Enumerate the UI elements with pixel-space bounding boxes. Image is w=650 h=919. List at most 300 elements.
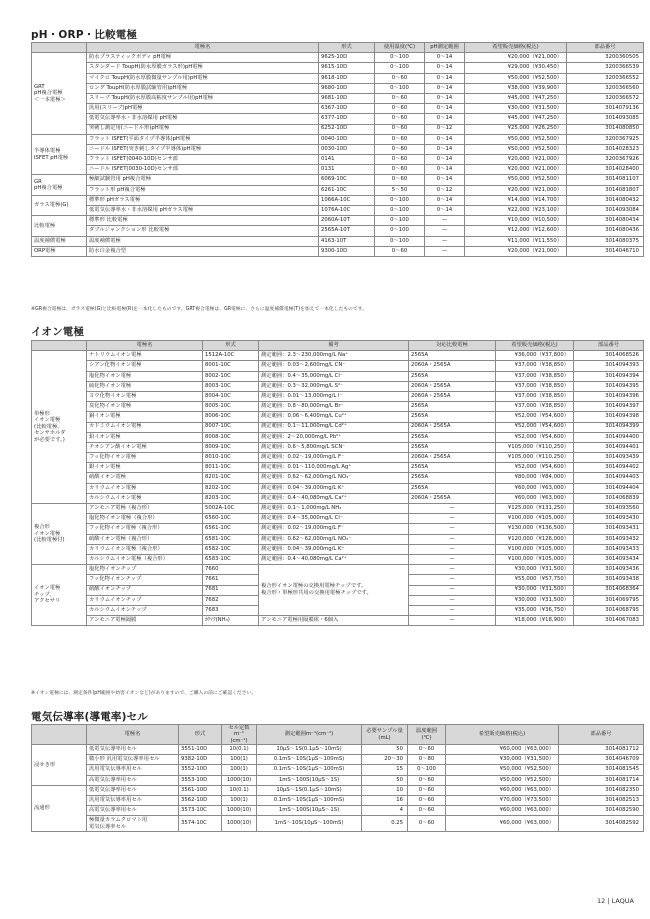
table-cell: 塩化物イオン電極（複合形） (87, 514, 203, 524)
table-cell: 3014082513 (559, 795, 644, 805)
table-cell: ¥52,000（¥54,600） (496, 412, 574, 422)
table-cell: 0〜100 (375, 226, 425, 236)
table-row (32, 144, 644, 154)
table-cell: 3014094399 (574, 422, 644, 432)
table-cell: ヨウ化物イオン電極 (87, 391, 203, 401)
table-cell: 0〜14 (425, 93, 465, 103)
table-cell: 3014046709 (559, 755, 644, 765)
table-row (32, 463, 644, 473)
table-cell: 測定範囲：0.1〜1,000mg/L NH₃ (259, 504, 409, 514)
table-cell: 3200366572 (567, 93, 644, 103)
table-cell: チオシアン酸イオン電極 (87, 442, 203, 452)
table-cell: 2565A (409, 432, 496, 442)
table-cell: ¥20,000（¥21,000） (465, 155, 567, 165)
table-cell: 3014080850 (567, 124, 644, 134)
table-cell: ¥60,000（¥63,000） (496, 483, 574, 493)
table-cell: 3014094397 (574, 402, 644, 412)
table-row (32, 83, 644, 93)
section-title-ph-orp: pH・ORP・比較電極 (31, 29, 138, 41)
table-cell: スリーブ ToupH(防水厚膜高粘度サンプル用)pH電極 (87, 93, 319, 103)
table-cell: 1mS〜100S(10μS〜1S) (257, 775, 362, 785)
table-cell: ナトリウムイオン電極 (87, 351, 203, 361)
table-cell: — (409, 565, 496, 575)
table-cell: 1000(10) (222, 806, 257, 816)
table-cell: ¥37,000（¥38,850） (496, 381, 574, 391)
table-row (32, 402, 644, 412)
table-cell: 0〜14 (425, 195, 465, 205)
table-cell: マイクロ ToupH(防水厚膜微量サンプル用)pH電極 (87, 73, 319, 83)
table-row (32, 195, 644, 205)
column-header: 形式 (319, 43, 375, 53)
table-cell: 0〜14 (425, 53, 465, 63)
table-cell: — (409, 524, 496, 534)
table-cell: 0〜60 (408, 745, 446, 755)
section-title-ion: イオン電極 (31, 326, 85, 338)
table-row (32, 765, 644, 775)
table-row (32, 775, 644, 785)
table-cell: ¥30,000（¥31,500） (465, 104, 567, 114)
table-cell: 1000(10) (222, 775, 257, 785)
table-cell: 硝酸イオンチップ (87, 585, 203, 595)
table-cell: 測定範囲：0.62〜62,000mg/L NO₃⁻ (259, 473, 409, 483)
table-cell: ¥30,000（¥31,500） (496, 565, 574, 575)
table-cell: 6583-10C (203, 554, 259, 564)
table-cell: 100(1) (222, 765, 257, 775)
table-cell: 3014093084 (567, 206, 644, 216)
table-cell: 2565A (409, 463, 496, 473)
table-row (32, 236, 644, 246)
table-row (32, 795, 644, 805)
table-cell: 3014081107 (567, 175, 644, 185)
table-cell: 0040-10D (319, 134, 375, 144)
column-header: 形式 (179, 725, 222, 745)
table-cell: 極微量カラムクロマト用 電気伝導率セル (87, 816, 179, 832)
table-cell: 複合形イオン電極の交換用電極チップです。 複合形・単極形共用の交換用電極チップです。 (259, 565, 409, 616)
table-cell: アンモニア電極用隔膜組・6個入 (259, 616, 409, 626)
table-cell: 1mS〜100S(10μS〜1S) (257, 806, 362, 816)
table-row (32, 453, 644, 463)
table-cell: 測定範囲：0.02〜19,000mg/L F⁻ (259, 453, 409, 463)
table-cell: 3553-10D (179, 775, 222, 785)
table-cell: 3014082590 (559, 806, 644, 816)
footnote-ion: ※イオン電極には、測定条件(pH範囲や妨害イオンなど)がありますので、ご購入の前にご確認ください。 (31, 691, 257, 696)
table-row (32, 504, 644, 514)
table-cell: 3014093085 (567, 114, 644, 124)
table-cell: 0〜100 (375, 195, 425, 205)
table-cell: 8202-10C (203, 483, 259, 493)
table-cell: 標準形 pHガラス電極 (87, 195, 319, 205)
table-cell: 50 (362, 775, 408, 785)
group-label: 単極形 イオン電極 (比較電極、 センサホルダ が必要です。) (32, 351, 87, 504)
table-cell: 0131 (319, 165, 375, 175)
table-cell: ¥30,000（¥31,500） (446, 755, 559, 765)
table-cell: アンモニア電極隔膜 (87, 616, 203, 626)
table-cell: ¥35,000（¥36,750） (496, 605, 574, 615)
table-cell: 測定範囲：0.6〜5,800mg/L SCN⁻ (259, 442, 409, 452)
table-cell: 2565A (409, 371, 496, 381)
group-label: 半導体電極 ISFET pH電極 (32, 134, 87, 175)
table-cell: 0〜100 (375, 63, 425, 73)
table-cell: — (425, 226, 465, 236)
table-row (32, 381, 644, 391)
table-cell: ¥30,000（¥31,500） (496, 585, 574, 595)
table-row (32, 104, 644, 114)
table-cell: 6069-10C (319, 175, 375, 185)
table-cell: 銀イオン電極 (87, 463, 203, 473)
table-cell: 3014079136 (567, 104, 644, 114)
table-cell: 突刺し測定用(ニードル形)pH電極 (87, 124, 319, 134)
table-cell: 0〜14 (425, 114, 465, 124)
table-cell: 測定範囲：0.02〜19,000mg/L F⁻ (259, 524, 409, 534)
table-cell: ¥50,000（¥52,500） (446, 775, 559, 785)
column-header: 温度範囲 (℃) (408, 725, 446, 745)
table-cell: 塩化物イオン電極 (87, 371, 203, 381)
table-cell: ¥45,000（¥47,250） (465, 93, 567, 103)
column-header (32, 725, 87, 745)
table-cell: 0〜60 (375, 155, 425, 165)
table-cell: ¥52,000（¥54,600） (496, 463, 574, 473)
table-cell: 0〜14 (425, 134, 465, 144)
table-cell: 0〜100 (408, 765, 446, 775)
table-cell: ¥100,000（¥105,000） (496, 544, 574, 554)
table-cell: ロング ToupH(防水厚膜試験管用)pH電極 (87, 83, 319, 93)
table-cell: 15 (362, 765, 408, 775)
table-cell: 測定範囲：0.3〜32,000mg/L S²⁻ (259, 381, 409, 391)
table-cell: 0〜14 (425, 104, 465, 114)
table-row (32, 806, 644, 816)
table-row (32, 175, 644, 185)
table-cell: 2060A・2565A (409, 493, 496, 503)
table-cell: 2565A (409, 473, 496, 483)
table-cell: 0〜60 (408, 816, 446, 832)
table-cell: 3014068364 (574, 585, 644, 595)
table-cell: 8201-10C (203, 473, 259, 483)
table-cell: ¥60,000（¥63,000） (496, 493, 574, 503)
table-cell: ¥100,000（¥105,000） (496, 514, 574, 524)
table-cell: 1512A-10C (203, 351, 259, 361)
table-cell: 20〜30 (362, 755, 408, 765)
table-cell: 高電気伝導率用セル (87, 806, 179, 816)
table-row (32, 432, 644, 442)
table-cell: カリウムイオンチップ (87, 595, 203, 605)
table-cell: 3014094398 (574, 412, 644, 422)
table-cell: 高電気伝導率用セル (87, 775, 179, 785)
group-label: 比較電極 (32, 216, 87, 236)
table-cell: 100(1) (222, 795, 257, 805)
table-cell: 2060A-10T (319, 216, 375, 226)
table-cell: 10μS〜1S(0.1μS〜10mS) (257, 785, 362, 795)
table-row (32, 165, 644, 175)
table-cell: 3551-10D (179, 745, 222, 755)
table-cell: ¥37,000（¥38,850） (496, 361, 574, 371)
table-cell: 3014094400 (574, 432, 644, 442)
table-cell: 0〜60 (375, 246, 425, 256)
table-cell: 8007-10C (203, 422, 259, 432)
table-cell: 鉛イオン電極 (87, 432, 203, 442)
table-cell: ¥120,000（¥126,000） (496, 534, 574, 544)
table-cell: ¥37,000（¥38,850） (496, 371, 574, 381)
column-header: 希望販売価格(税込) (496, 341, 574, 351)
table-cell: 0〜80 (408, 755, 446, 765)
table-cell: スタンダード ToupH(防水厚膜ガラス形)pH電極 (87, 63, 319, 73)
table-row (32, 206, 644, 216)
table-cell: ¥52,000（¥54,600） (496, 432, 574, 442)
table-cell: ¥60,000（¥63,000） (446, 816, 559, 832)
table-cell: 微小形 汎用電気伝導率用セル (87, 755, 179, 765)
table-row (32, 442, 644, 452)
table-cell: フラット ISFET(平面タイプ半導体)pH電極 (87, 134, 319, 144)
table-cell: 銅イオン電極 (87, 412, 203, 422)
table-cell: 低電気伝導率水・非水溶媒用 pHガラス電極 (87, 206, 319, 216)
table-row (32, 483, 644, 493)
table-cell: ¥100,000（¥105,000） (496, 554, 574, 564)
table-cell: 50 (362, 745, 408, 755)
table-cell: 低電気伝導率用セル (87, 785, 179, 795)
table-cell: 0〜60 (408, 775, 446, 785)
table-cell: 3014093434 (574, 554, 644, 564)
table-cell: 汎用(スリーブ)pH電極 (87, 104, 319, 114)
table-cell: 3014093560 (574, 504, 644, 514)
table-cell: 6582-10C (203, 544, 259, 554)
table-cell: ¥29,000（¥30,450） (465, 63, 567, 73)
table-cell: 2060A・2565A (409, 422, 496, 432)
table-row (32, 361, 644, 371)
table-cell: 3014093431 (574, 524, 644, 534)
table-row (32, 534, 644, 544)
conductivity-cell-table (31, 724, 644, 832)
table-cell: 測定範囲：0.62〜62,000mg/L NO₃⁻ (259, 534, 409, 544)
table-row (32, 493, 644, 503)
table-cell: アンモニア電極（複合形） (87, 504, 203, 514)
table-cell: ¥50,000（¥52,500） (446, 765, 559, 775)
column-header: 部品番号 (559, 725, 644, 745)
group-label: 流通形 (32, 785, 87, 832)
table-cell: ¥18,000（¥18,900） (496, 616, 574, 626)
table-cell: 2565A-10T (319, 226, 375, 236)
table-cell: 3014093439 (574, 453, 644, 463)
table-cell: 2060A・2565A (409, 391, 496, 401)
ph-orp-table (31, 42, 644, 257)
table-cell: ¥38,000（¥39,900） (465, 83, 567, 93)
table-cell: 2565A (409, 402, 496, 412)
table-cell: 測定範囲：0.01〜13,000mg/L I⁻ (259, 391, 409, 401)
table-cell: 100(1) (222, 755, 257, 765)
table-cell: 2565A (409, 483, 496, 493)
group-label: GR pH複合電極 (32, 175, 87, 195)
table-row (32, 745, 644, 755)
table-cell: — (425, 216, 465, 226)
table-row (32, 226, 644, 236)
table-row (32, 124, 644, 134)
column-header: 必要サンプル量(mL) (362, 725, 408, 745)
column-header: 部品番号 (574, 341, 644, 351)
table-cell: 6367-10D (319, 104, 375, 114)
table-cell: 7681 (203, 585, 259, 595)
table-cell: シアン化物イオン電極 (87, 361, 203, 371)
table-cell: 0〜60 (375, 114, 425, 124)
column-header: 希望販売価格(税込) (465, 43, 567, 53)
table-cell: 測定範囲：0.4〜40,080mg/L Ca²⁺ (259, 493, 409, 503)
table-cell: 9382-10D (179, 755, 222, 765)
table-cell: 3014080436 (567, 226, 644, 236)
column-header: pH測定範囲 (425, 43, 465, 53)
table-cell: 2060A・2565A (409, 453, 496, 463)
table-cell: 3014093432 (574, 534, 644, 544)
table-cell: 9300-10D (319, 246, 375, 256)
table-cell: 7682 (203, 595, 259, 605)
table-cell: カドミウムイオン電極 (87, 422, 203, 432)
table-row (32, 391, 644, 401)
column-header: セル定数m⁻¹ (cm⁻¹) (222, 725, 257, 745)
table-cell: 3562-10D (179, 795, 222, 805)
table-cell: 0〜60 (408, 806, 446, 816)
column-header: 希望販売価格(税込) (446, 725, 559, 745)
table-cell: カリウムイオン電極 (87, 483, 203, 493)
table-cell: ¥105,000（¥110,250） (496, 453, 574, 463)
table-cell: 2060A・2565A (409, 361, 496, 371)
table-cell: 0.25 (362, 816, 408, 832)
section-title-conductivity: 電気伝導率(導電率)セル (31, 711, 148, 723)
table-cell: — (409, 514, 496, 524)
table-cell: 7661 (203, 575, 259, 585)
table-cell: 0141 (319, 155, 375, 165)
table-cell: ¥60,000（¥63,000） (446, 785, 559, 795)
table-cell: ¥36,000（¥37,800） (496, 351, 574, 361)
table-cell: 6252-10D (319, 124, 375, 134)
table-cell: 3200366560 (567, 83, 644, 93)
table-cell: 3200366552 (567, 73, 644, 83)
table-cell: 0〜60 (408, 785, 446, 795)
column-header: 形式 (203, 341, 259, 351)
table-cell: 8011-10C (203, 463, 259, 473)
table-cell: 2565A (409, 412, 496, 422)
table-cell: 3552-10D (179, 765, 222, 775)
table-cell: 9625-10D (319, 53, 375, 63)
table-cell: ¥10,000（¥10,500） (465, 216, 567, 226)
page-footer: 12 | LAQUA (596, 897, 634, 905)
group-label: 複合形 イオン電極 (比較電極付) (32, 504, 87, 565)
table-cell: 8001-10C (203, 361, 259, 371)
column-header (32, 341, 87, 351)
table-cell: 8009-10C (203, 442, 259, 452)
table-cell: 8005-10C (203, 402, 259, 412)
table-cell: 0〜100 (375, 236, 425, 246)
table-cell: 測定範囲：0.06〜6,400mg/L Cu²⁺ (259, 412, 409, 422)
column-header: 備考 (259, 341, 409, 351)
table-row (32, 185, 644, 195)
table-cell: 3561-10D (179, 785, 222, 795)
table-cell: ダブルジャンクション形 比較電極 (87, 226, 319, 236)
table-cell: ¥20,000（¥21,000） (465, 246, 567, 256)
table-row (32, 422, 644, 432)
table-cell: 0〜60 (375, 165, 425, 175)
table-cell: 9618-10D (319, 73, 375, 83)
table-cell: 0〜14 (425, 144, 465, 154)
column-header: 電極名 (87, 43, 319, 53)
table-cell: 7660 (203, 565, 259, 575)
table-cell: 防水白金複合型 (87, 246, 319, 256)
table-cell: 2060A・2565A (409, 381, 496, 391)
table-row (32, 412, 644, 422)
table-cell: フッ化物イオン電極（複合形） (87, 524, 203, 534)
table-cell: 3014082350 (559, 785, 644, 795)
table-cell: 塩化物イオンチップ (87, 565, 203, 575)
table-row (32, 785, 644, 795)
footnote-ph: ※GR複合電極は、ガラス電極(G)と比較電極(R)を一本化したものです。GRT複合電極は、GR電極に、さらに温度補償電極(T)を加えて一本化したものです。 (31, 307, 367, 312)
table-cell: 3200367925 (567, 134, 644, 144)
table-cell: 3014094402 (574, 463, 644, 473)
table-cell: 3014081545 (559, 765, 644, 775)
table-cell: ¥25,000（¥26,250） (465, 124, 567, 134)
table-cell: 測定範囲：2〜20,000mg/L Pb²⁺ (259, 432, 409, 442)
table-row (32, 816, 644, 832)
table-cell: ニードル ISFET(突き刺しタイプ半導体)pH電極 (87, 144, 319, 154)
table-cell: 1066A-10C (319, 195, 375, 205)
table-cell: 0〜100 (375, 83, 425, 93)
table-cell: 6261-10C (319, 185, 375, 195)
table-cell: ¥20,000（¥21,000） (465, 53, 567, 63)
column-header: 部品番号 (567, 43, 644, 53)
table-cell: 1076A-10C (319, 206, 375, 216)
table-cell: 3014080432 (567, 195, 644, 205)
table-cell: 3014028400 (567, 165, 644, 175)
table-cell: ¥20,000（¥21,000） (465, 185, 567, 195)
table-cell: 測定範囲：0.4〜35,000mg/L Cl⁻ (259, 371, 409, 381)
table-cell: 0〜60 (375, 73, 425, 83)
table-row (32, 134, 644, 144)
table-cell: 極細試験管用 pH複合電極 (87, 175, 319, 185)
table-cell: 3014094393 (574, 361, 644, 371)
table-cell: 3573-10C (179, 806, 222, 816)
table-cell: 3014094396 (574, 391, 644, 401)
table-cell: 0〜12 (425, 185, 465, 195)
table-cell: 測定範囲：2.3〜230,000mg/L Na⁺ (259, 351, 409, 361)
table-cell: — (409, 616, 496, 626)
table-cell: 3014028323 (567, 144, 644, 154)
table-cell: 0〜14 (425, 73, 465, 83)
table-cell: — (409, 504, 496, 514)
table-cell: ¥130,000（¥136,500） (496, 524, 574, 534)
table-cell: 3014068795 (574, 605, 644, 615)
table-cell: 3200360505 (567, 53, 644, 63)
table-cell: ¥70,000（¥73,500） (446, 795, 559, 805)
table-cell: 低電気伝導率用セル (87, 745, 179, 755)
table-cell: ¥22,000（¥23,100） (465, 206, 567, 216)
table-cell: 9680-10D (319, 83, 375, 93)
table-cell: 3014094403 (574, 473, 644, 483)
table-cell: 3200367926 (567, 155, 644, 165)
table-cell: 0〜12 (425, 124, 465, 134)
table-row (32, 616, 644, 626)
table-cell: 1000(10) (222, 816, 257, 832)
table-cell: 5002A-10C (203, 504, 259, 514)
table-cell: 0〜14 (425, 155, 465, 165)
table-cell: ¥125,000（¥131,250） (496, 504, 574, 514)
table-cell: 3014094401 (574, 442, 644, 452)
table-cell: 0〜14 (425, 206, 465, 216)
table-cell: 3014094394 (574, 371, 644, 381)
table-cell: 0〜60 (408, 795, 446, 805)
group-label: 浸せき形 (32, 745, 87, 786)
table-cell: ｶｸﾏｸ(NH₃) (203, 616, 259, 626)
table-cell: 3200366539 (567, 63, 644, 73)
table-cell: 3014046710 (567, 246, 644, 256)
column-header: 対応比較電極 (409, 341, 496, 351)
table-cell: カルシウムイオン電極 (87, 493, 203, 503)
table-row (32, 114, 644, 124)
table-cell: 測定範囲：0.03〜2,600mg/L CN⁻ (259, 361, 409, 371)
table-cell: 8004-10C (203, 391, 259, 401)
